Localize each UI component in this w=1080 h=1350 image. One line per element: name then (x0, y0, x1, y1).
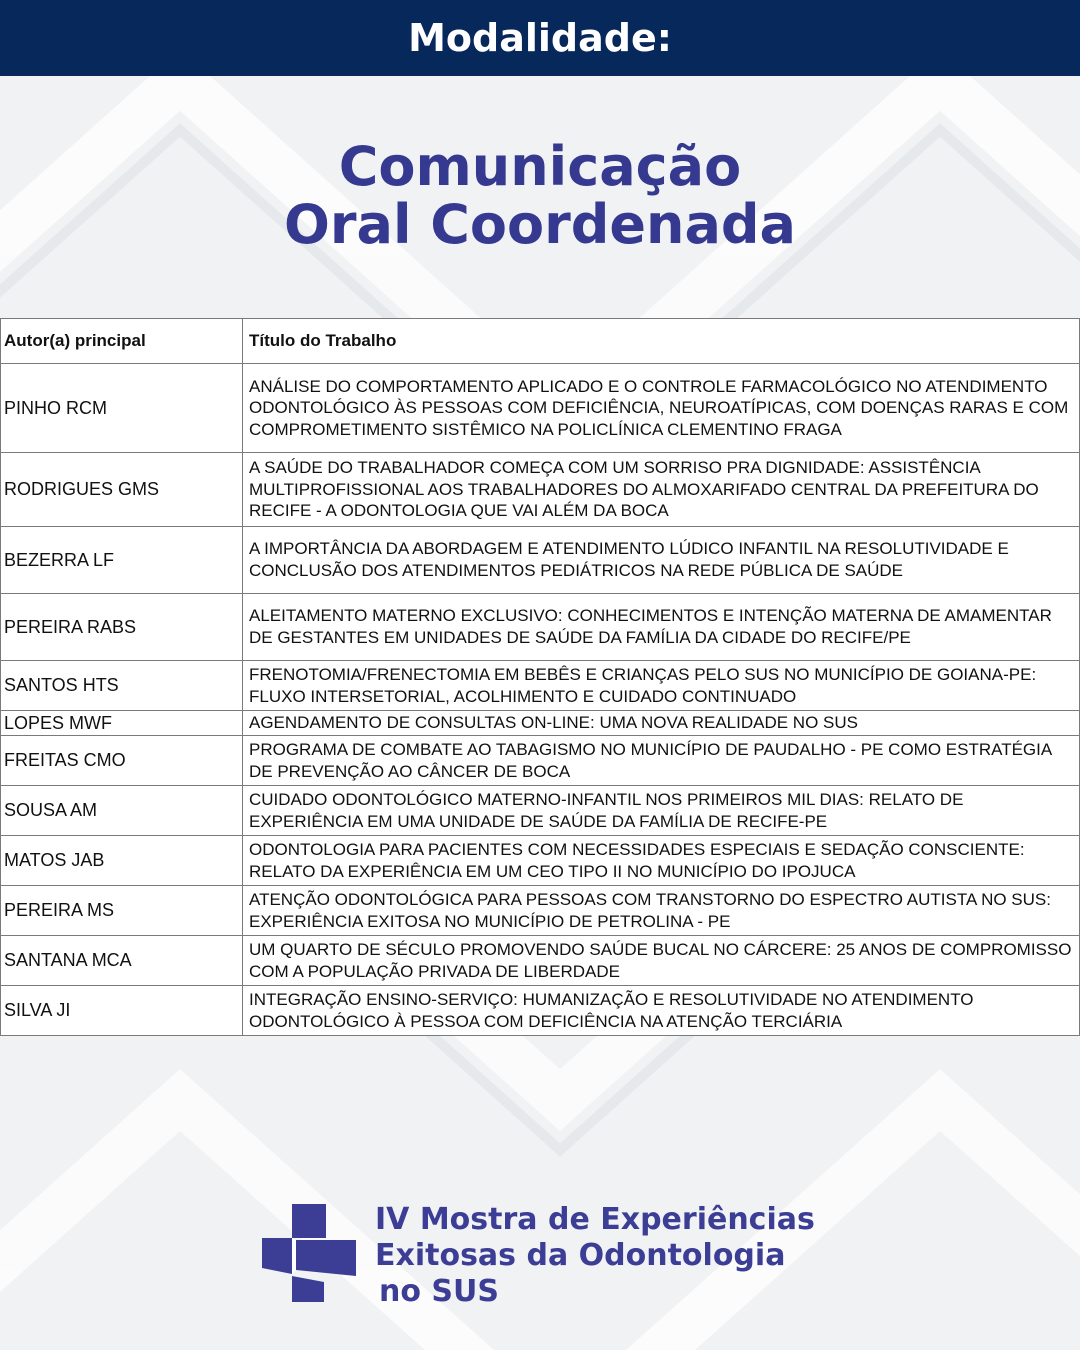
author-cell: MATOS JAB (1, 836, 243, 886)
author-cell: RODRIGUES GMS (1, 453, 243, 527)
cross-logo-icon (262, 1204, 358, 1302)
title-cell: CUIDADO ODONTOLÓGICO MATERNO-INFANTIL NOS PRIMEIROS MIL DIAS: RELATO DE EXPERIÊNCIA EM UMA UNIDADE DE SAÚDE DA FAMÍLIA DE RECIFE-PE (243, 786, 1080, 836)
works-table (0, 318, 1080, 1036)
title-cell: ODONTOLOGIA PARA PACIENTES COM NECESSIDADES ESPECIAIS E SEDAÇÃO CONSCIENTE: RELATO DA EXPERIÊNCIA EM UM CEO TIPO II NO MUNICÍPIO DO IPOJUCA (243, 836, 1080, 886)
column-header-author: Autor(a) principal (1, 319, 243, 364)
author-cell: PEREIRA MS (1, 886, 243, 936)
table-row (1, 527, 1080, 594)
title-cell: ANÁLISE DO COMPORTAMENTO APLICADO E O CONTROLE FARMACOLÓGICO NO ATENDIMENTO ODONTOLÓGICO ÀS PESSOAS COM DEFICIÊNCIA, NEUROATÍPICAS, COM DOENÇAS RARAS E COM COMPROMETIMENTO SISTÊMICO NA POLICLÍNICA CLEMENTINO FRAGA (243, 364, 1080, 453)
page-title (0, 135, 1080, 256)
logo-line-1: IV Mostra de Experiências (375, 1202, 815, 1237)
author-cell: SANTANA MCA (1, 936, 243, 986)
title-line-1: Comunicação (338, 135, 742, 198)
title-cell: PROGRAMA DE COMBATE AO TABAGISMO NO MUNICÍPIO DE PAUDALHO - PE COMO ESTRATÉGIA DE PREVENÇÃO AO CÂNCER DE BOCA (243, 736, 1080, 786)
table-row (1, 661, 1080, 711)
table-row (1, 594, 1080, 661)
title-cell: ATENÇÃO ODONTOLÓGICA PARA PESSOAS COM TRANSTORNO DO ESPECTRO AUTISTA NO SUS: EXPERIÊNCIA EXITOSA NO MUNICÍPIO DE PETROLINA - PE (243, 886, 1080, 936)
title-cell: INTEGRAÇÃO ENSINO-SERVIÇO: HUMANIZAÇÃO E RESOLUTIVIDADE NO ATENDIMENTO ODONTOLÓGICO À PESSOA COM DEFICIÊNCIA NA ATENÇÃO TERCIÁRIA (243, 986, 1080, 1036)
author-cell: PINHO RCM (1, 364, 243, 453)
title-cell: A SAÚDE DO TRABALHADOR COMEÇA COM UM SORRISO PRA DIGNIDADE: ASSISTÊNCIA MULTIPROFISSIONAL AOS TRABALHADORES DO ALMOXARIFADO CENTRAL DA PREFEITURA DO RECIFE - A ODONTOLOGIA QUE VAI ALÉM DA BOCA (243, 453, 1080, 527)
author-cell: PEREIRA RABS (1, 594, 243, 661)
title-cell: FRENOTOMIA/FRENECTOMIA EM BEBÊS E CRIANÇAS PELO SUS NO MUNICÍPIO DE GOIANA-PE: FLUXO INTERSETORIAL, ACOLHIMENTO E CUIDADO CONTINUADO (243, 661, 1080, 711)
title-cell: AGENDAMENTO DE CONSULTAS ON-LINE: UMA NOVA REALIDADE NO SUS (243, 711, 1080, 736)
title-line-2: Oral Coordenada (284, 193, 796, 256)
title-cell: ALEITAMENTO MATERNO EXCLUSIVO: CONHECIMENTOS E INTENÇÃO MATERNA DE AMAMENTAR DE GESTANTES EM UNIDADES DE SAÚDE DA FAMÍLIA DA CIDADE DO RECIFE/PE (243, 594, 1080, 661)
logo-line-3: no SUS (379, 1274, 499, 1309)
modality-label: Modalidade: (408, 16, 672, 60)
title-cell: A IMPORTÂNCIA DA ABORDAGEM E ATENDIMENTO LÚDICO INFANTIL NA RESOLUTIVIDADE E CONCLUSÃO DOS ATENDIMENTOS PEDIÁTRICOS NA REDE PÚBLICA DE SAÚDE (243, 527, 1080, 594)
table-row (1, 736, 1080, 786)
table-row (1, 836, 1080, 886)
table-row (1, 886, 1080, 936)
table-row (1, 786, 1080, 836)
author-cell: SOUSA AM (1, 786, 243, 836)
modality-header (0, 0, 1080, 76)
title-cell: UM QUARTO DE SÉCULO PROMOVENDO SAÚDE BUCAL NO CÁRCERE: 25 ANOS DE COMPROMISSO COM A POPULAÇÃO PRIVADA DE LIBERDADE (243, 936, 1080, 986)
table-header-row (1, 319, 1080, 364)
table-row (1, 936, 1080, 986)
author-cell: FREITAS CMO (1, 736, 243, 786)
author-cell: LOPES MWF (1, 711, 243, 736)
table-row (1, 711, 1080, 736)
event-logo (262, 1202, 822, 1312)
author-cell: SILVA JI (1, 986, 243, 1036)
author-cell: SANTOS HTS (1, 661, 243, 711)
table-row (1, 364, 1080, 453)
column-header-title: Título do Trabalho (243, 319, 1080, 364)
author-cell: BEZERRA LF (1, 527, 243, 594)
table-row (1, 453, 1080, 527)
table-row (1, 986, 1080, 1036)
logo-text (375, 1202, 825, 1310)
logo-line-2: Exitosas da Odontologia (375, 1238, 786, 1273)
